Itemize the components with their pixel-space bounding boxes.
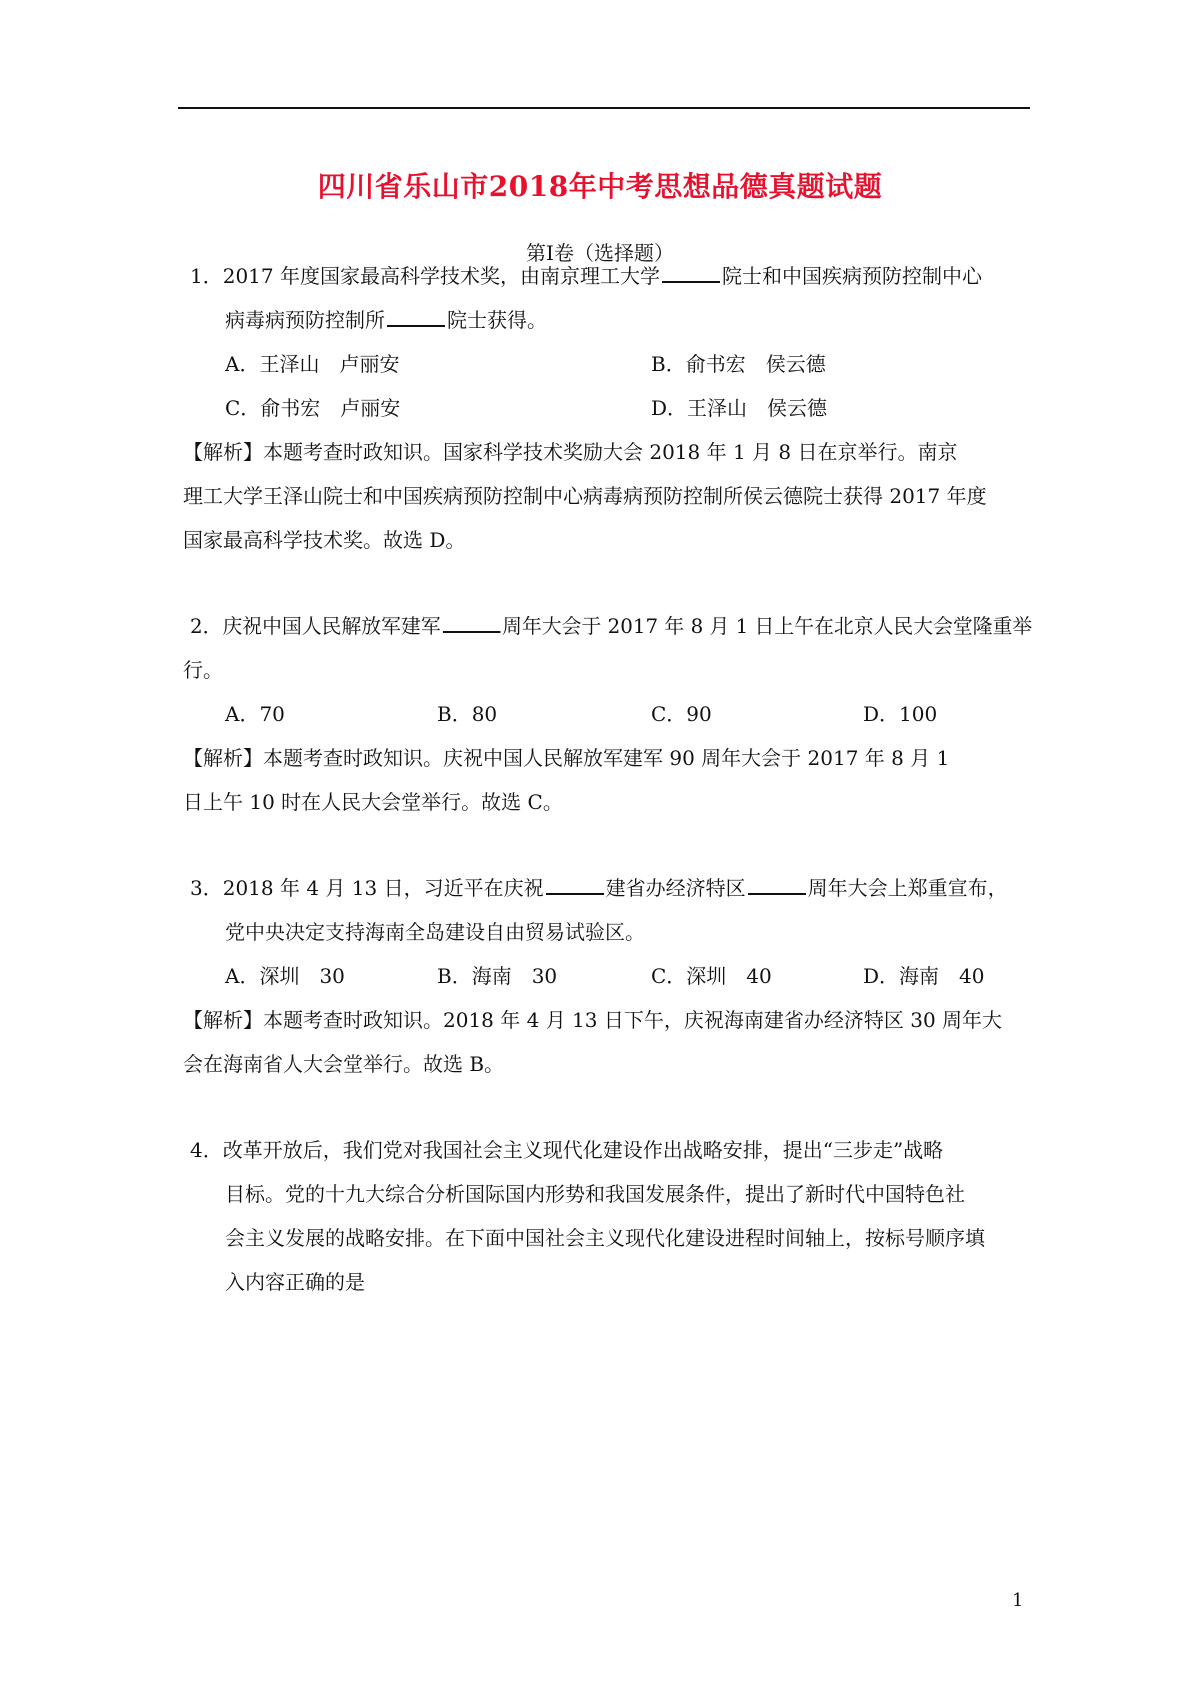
q2-stem-line1: 2．庆祝中国人民解放军建军 周年大会于 2017 年 8 月 1 日上午在北京人民大会堂隆重举 bbox=[190, 614, 1033, 638]
q2-option-c: C．90 bbox=[651, 702, 712, 726]
answer-blank bbox=[387, 307, 445, 327]
q1-analysis-line1: 【解析】本题考查时政知识。国家科学技术奖励大会 2018 年 1 月 8 日在京举行。南京 bbox=[183, 440, 958, 464]
q1-option-b: B．俞书宏 侯云德 bbox=[651, 352, 826, 376]
q2-option-a: A．70 bbox=[225, 702, 285, 726]
q1-analysis-line3: 国家最高科学技术奖。故选 D。 bbox=[183, 528, 466, 552]
answer-blank bbox=[443, 613, 501, 633]
header-rule bbox=[178, 107, 1030, 109]
q3-option-b: B．海南 30 bbox=[437, 964, 558, 988]
q1-stem-line1: 1．2017 年度国家最高科学技术奖，由南京理工大学 院士和中国疾病预防控制中心 bbox=[190, 264, 982, 288]
q2-analysis-line2: 日上午 10 时在人民大会堂举行。故选 C。 bbox=[183, 790, 563, 814]
q2-option-d: D．100 bbox=[863, 702, 938, 726]
q2-stem-line2: 行。 bbox=[183, 658, 223, 682]
q3-option-d: D．海南 40 bbox=[863, 964, 985, 988]
page-title: 四川省乐山市2018年中考思想品德真题试题 bbox=[317, 170, 883, 203]
answer-blank bbox=[748, 875, 806, 895]
q3-stem-line2: 党中央决定支持海南全岛建设自由贸易试验区。 bbox=[225, 920, 645, 944]
answer-blank bbox=[662, 263, 720, 283]
q1-option-a: A．王泽山 卢丽安 bbox=[225, 352, 400, 376]
q4-stem-line1: 4．改革开放后，我们党对我国社会主义现代化建设作出战略安排，提出“三步走”战略 bbox=[190, 1138, 944, 1162]
answer-blank bbox=[546, 875, 604, 895]
q1-option-d: D．王泽山 侯云德 bbox=[651, 396, 828, 420]
q1-stem-line2: 病毒病预防控制所 院士获得。 bbox=[225, 308, 547, 332]
q1-analysis-line2: 理工大学王泽山院士和中国疾病预防控制中心病毒病预防控制所侯云德院士获得 2017 年度 bbox=[183, 484, 987, 508]
q4-stem-line2: 目标。党的十九大综合分析国际国内形势和我国发展条件，提出了新时代中国特色社 bbox=[225, 1182, 965, 1206]
q4-stem-line4: 入内容正确的是 bbox=[225, 1270, 365, 1294]
q3-analysis-line2: 会在海南省人大会堂举行。故选 B。 bbox=[183, 1052, 505, 1076]
q4-stem-line3: 会主义发展的战略安排。在下面中国社会主义现代化建设进程时间轴上，按标号顺序填 bbox=[225, 1226, 985, 1250]
q2-analysis-line1: 【解析】本题考查时政知识。庆祝中国人民解放军建军 90 周年大会于 2017 年 8 月 1 bbox=[183, 746, 950, 770]
q1-option-c: C．俞书宏 卢丽安 bbox=[225, 396, 401, 420]
q3-stem-line1: 3．2018 年 4 月 13 日，习近平在庆祝 建省办经济特区 周年大会上郑重宣布， bbox=[190, 876, 1008, 900]
q3-option-c: C．深圳 40 bbox=[651, 964, 772, 988]
section-subtitle: 第Ⅰ卷（选择题） bbox=[526, 241, 674, 265]
q3-option-a: A．深圳 30 bbox=[225, 964, 345, 988]
page-number: 1 bbox=[1012, 1590, 1024, 1611]
q3-analysis-line1: 【解析】本题考查时政知识。2018 年 4 月 13 日下午，庆祝海南建省办经济特区 30 周年大 bbox=[183, 1008, 1003, 1032]
q2-option-b: B．80 bbox=[437, 702, 498, 726]
